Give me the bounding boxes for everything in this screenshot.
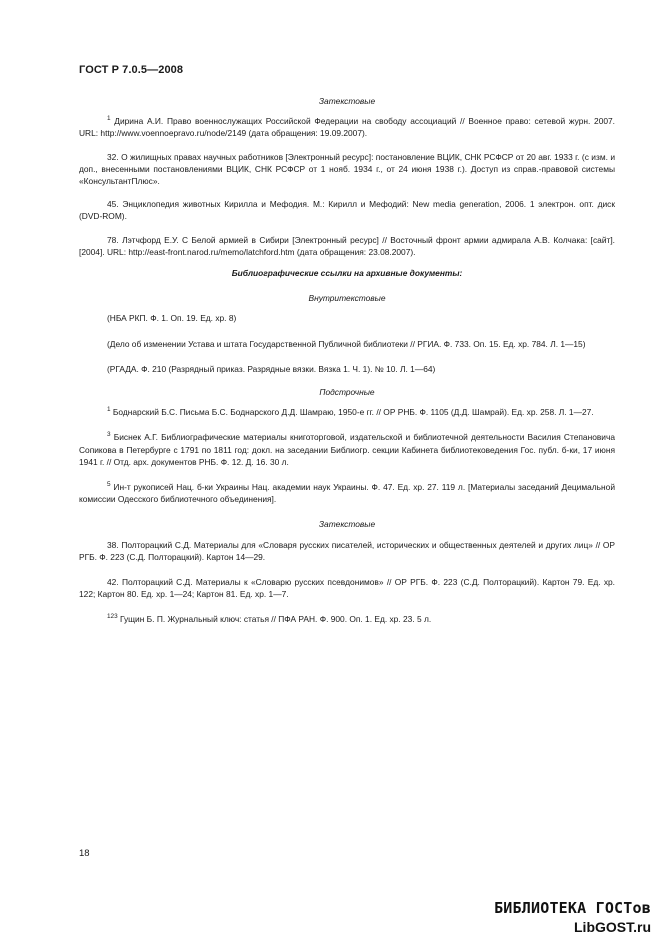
archive-section-title: Библиографические ссылки на архивные документы:: [231, 268, 463, 279]
reference-text: Ин-т рукописей Нац. б-ки Украины Нац. академии наук Украины. Ф. 47. Ед. хр. 27. 119 л. [Материалы заседаний Децимальной комиссии Одесского библиотечного объединения].: [79, 482, 615, 505]
reference-text: Боднарский Б.С. Письма Б.С. Боднарского Д.Д. Шамраю, 1950-е гг. // ОР РНБ. Ф. 1105 (Д.Д. Шамрай). Ед. хр. 258. Л. 1—27.: [112, 407, 594, 418]
reference-text: Биснек А.Г. Библиографические материалы книготорговой, издательской и библиотечной деятельности Василия Степановича Сопикова в Петербурге с 1791 по 1811 год: докл. на заседании Библиогр. секции Кабинета библиотековедения Гос. публ. б-ки, 17 июня 1941 г. // Отд. арх. документов РНБ. Ф. 12. Д. 16. 30 л.: [79, 432, 616, 467]
footnote-marker: 1: [107, 406, 111, 414]
reference-number: 32.: [107, 151, 119, 162]
section-heading-intext: Внутритекстовые: [308, 293, 386, 304]
reference-entry: [79, 115, 615, 139]
reference-number: 38.: [107, 539, 119, 550]
reference-text: Полторацкий С.Д. Материалы к «Словарю русских псевдонимов» // ОР РГБ. Ф. 223 (С.Д. Полторацкий). Картон 79. Ед. хр. 122; Картон 80. Ед. хр. 1—24; Картон 81. Ед. хр. 1—7.: [79, 577, 615, 600]
reference-number: 78.: [107, 234, 119, 245]
section-heading-footnotes: Подстрочные: [319, 387, 375, 398]
reference-text: Гущин Б. П. Журнальный ключ: статья // ПФА РАН. Ф. 900. Оп. 1. Ед. хр. 23. 5 л.: [120, 614, 432, 625]
standard-header: ГОСТ Р 7.0.5—2008: [79, 64, 184, 76]
section-heading-endnotes: Затекстовые: [318, 96, 376, 106]
reference-entry: [79, 234, 615, 258]
archive-reference-entry: [79, 431, 615, 468]
footnote-marker: 5: [107, 481, 111, 489]
reference-entry: [79, 198, 615, 222]
archive-reference-entry: [79, 539, 615, 563]
page-number: 18: [79, 848, 90, 859]
reference-entry: [79, 151, 615, 188]
reference-number: 45.: [107, 199, 119, 210]
footnote-marker: 1: [107, 115, 111, 123]
archive-reference-entry: [79, 406, 615, 418]
archive-reference-entry: [79, 613, 615, 625]
libgost-watermark: [494, 899, 651, 935]
archive-reference-entry: (Дело об изменении Устава и штата Государственной Публичной библиотеки // РГИА. Ф. 733. Оп. 15. Ед. хр. 784. Л. 1—15): [107, 338, 586, 349]
page-content: [79, 95, 615, 626]
reference-text: Дирина А.И. Право военнослужащих Российской Федерации на свободу ассоциаций // Военное право: сетевой журн. 2007. URL: http://www.voennoepravo.ru/node/2149 (дата обращения: 19.09.2007).: [79, 116, 615, 139]
reference-text: Лэтчфорд Е.У. С Белой армией в Сибири [Электронный ресурс] // Восточный фронт армии адмирала А.В. Колчака: [сайт]. [2004]. URL: http://east-front.narod.ru/memo/latchford.htm (дата обращения: 23.08.2007).: [79, 234, 616, 257]
watermark-title: БИБЛИОТЕКА ГОСТов: [494, 899, 651, 917]
archive-reference-entry: [79, 576, 615, 600]
footnote-marker: 123: [107, 613, 118, 621]
reference-text: Энциклопедия животных Кирилла и Мефодия. М.: Кирилл и Мефодий: New media generation, 2006. 1 электрон. опт. диск (DVD-ROM).: [79, 199, 616, 222]
footnote-marker: 3: [107, 431, 111, 439]
archive-reference-entry: [79, 481, 615, 505]
archive-reference-entry: (НБА РКП. Ф. 1. Оп. 19. Ед. хр. 8): [107, 313, 237, 324]
watermark-site: LibGOST.ru: [574, 919, 651, 935]
reference-text: О жилищных правах научных работников [Электронный ресурс]: постановление ВЦИК, СНК РСФСР от 20 авг. 1933 г. (с изм. и доп., внесенными постановлениями ВЦИК, СНК РСФСР от 1 нояб. 1934 г., от 24 июня 1938 г.). Доступ из справ.-правовой системы «КонсультантПлюс».: [79, 151, 615, 187]
section-heading-endnotes-archive: Затекстовые: [318, 519, 376, 530]
reference-number: 42.: [107, 577, 119, 588]
archive-reference-entry: (РГАДА. Ф. 210 (Разрядный приказ. Разрядные вязки. Вязка 1. Ч. 1). № 10. Л. 1—64): [107, 363, 436, 374]
reference-text: Полторацкий С.Д. Материалы для «Словаря русских писателей, исторических и общественных деятелей и других лиц» // ОР РГБ. Ф. 223 (С.Д. Полторацкий). Картон 14—29.: [79, 539, 615, 562]
